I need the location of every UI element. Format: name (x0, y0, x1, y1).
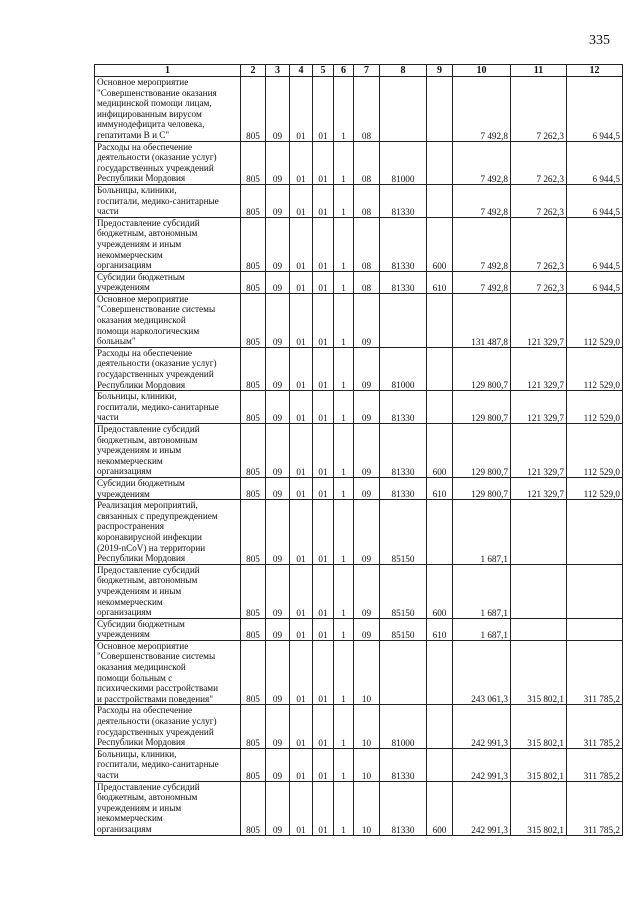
code-direction (380, 640, 427, 705)
column-header: 7 (354, 65, 380, 77)
amount-year-2: 315 802,1 (511, 705, 567, 748)
amount-year-3: 112 529,0 (567, 477, 623, 499)
code-program: 01 (313, 564, 334, 618)
code-subsection: 01 (290, 640, 313, 705)
row-name: Основное мероприятие "Совершенствование системы оказания медицинской помощи наркологическим больным" (95, 293, 241, 347)
code-subsection: 01 (290, 748, 313, 781)
table-row (95, 347, 623, 390)
code-expense-type: 610 (427, 477, 453, 499)
code-admin: 805 (241, 293, 266, 347)
row-name: Субсидии бюджетным учреждениям (95, 271, 241, 293)
amount-year-2: 315 802,1 (511, 640, 567, 705)
code-admin: 805 (241, 424, 266, 478)
code-section: 09 (266, 77, 290, 142)
column-header: 3 (266, 65, 290, 77)
amount-year-2: 121 329,7 (511, 293, 567, 347)
row-name: Расходы на обеспечение деятельности (оказание услуг) государственных учреждений Республики Мордовия (95, 141, 241, 184)
code-section: 09 (266, 781, 290, 835)
code-admin: 805 (241, 184, 266, 217)
code-program: 01 (313, 271, 334, 293)
code-event: 10 (354, 748, 380, 781)
code-subprogram: 1 (334, 705, 354, 748)
code-program: 01 (313, 618, 334, 640)
code-subsection: 01 (290, 271, 313, 293)
code-event: 10 (354, 640, 380, 705)
code-subsection: 01 (290, 184, 313, 217)
code-subsection: 01 (290, 141, 313, 184)
amount-year-1: 242 991,3 (453, 781, 511, 835)
header-row (95, 65, 623, 77)
code-subprogram: 1 (334, 271, 354, 293)
code-expense-type: 600 (427, 424, 453, 478)
code-subprogram: 1 (334, 293, 354, 347)
code-direction: 81330 (380, 217, 427, 271)
code-event: 08 (354, 141, 380, 184)
code-event: 08 (354, 217, 380, 271)
amount-year-1: 129 800,7 (453, 391, 511, 424)
amount-year-1: 7 492,8 (453, 217, 511, 271)
code-event: 09 (354, 564, 380, 618)
amount-year-1: 129 800,7 (453, 477, 511, 499)
amount-year-2: 7 262,3 (511, 271, 567, 293)
code-direction: 85150 (380, 564, 427, 618)
code-event: 09 (354, 477, 380, 499)
code-direction: 85150 (380, 500, 427, 565)
code-section: 09 (266, 391, 290, 424)
code-subprogram: 1 (334, 347, 354, 390)
code-section: 09 (266, 748, 290, 781)
row-name: Расходы на обеспечение деятельности (оказание услуг) государственных учреждений Республики Мордовия (95, 705, 241, 748)
code-subsection: 01 (290, 618, 313, 640)
amount-year-1: 243 061,3 (453, 640, 511, 705)
code-section: 09 (266, 293, 290, 347)
code-program: 01 (313, 640, 334, 705)
code-subprogram: 1 (334, 424, 354, 478)
code-program: 01 (313, 217, 334, 271)
code-direction: 81330 (380, 748, 427, 781)
amount-year-3: 311 785,2 (567, 781, 623, 835)
page-number: 335 (589, 33, 610, 48)
code-event: 08 (354, 271, 380, 293)
column-header: 9 (427, 65, 453, 77)
table-row (95, 564, 623, 618)
code-subsection: 01 (290, 424, 313, 478)
code-subprogram: 1 (334, 500, 354, 565)
amount-year-3: 6 944,5 (567, 77, 623, 142)
code-program: 01 (313, 500, 334, 565)
code-event: 09 (354, 618, 380, 640)
amount-year-3 (567, 500, 623, 565)
code-expense-type (427, 748, 453, 781)
code-section: 09 (266, 640, 290, 705)
amount-year-3: 112 529,0 (567, 424, 623, 478)
amount-year-2: 121 329,7 (511, 391, 567, 424)
code-subprogram: 1 (334, 77, 354, 142)
code-subprogram: 1 (334, 184, 354, 217)
code-section: 09 (266, 564, 290, 618)
code-admin: 805 (241, 705, 266, 748)
table-row (95, 477, 623, 499)
code-direction: 81330 (380, 391, 427, 424)
code-program: 01 (313, 705, 334, 748)
amount-year-3: 311 785,2 (567, 640, 623, 705)
code-expense-type (427, 293, 453, 347)
code-direction: 81000 (380, 705, 427, 748)
code-event: 09 (354, 424, 380, 478)
code-expense-type (427, 391, 453, 424)
code-expense-type (427, 77, 453, 142)
amount-year-1: 1 687,1 (453, 500, 511, 565)
code-direction (380, 77, 427, 142)
code-program: 01 (313, 347, 334, 390)
code-direction: 81330 (380, 477, 427, 499)
amount-year-3: 6 944,5 (567, 141, 623, 184)
row-name: Основное мероприятие "Совершенствование системы оказания медицинской помощи больным с психическими расстройствами и расстройствами поведения" (95, 640, 241, 705)
code-section: 09 (266, 500, 290, 565)
code-event: 09 (354, 391, 380, 424)
column-header: 5 (313, 65, 334, 77)
amount-year-3: 6 944,5 (567, 217, 623, 271)
code-section: 09 (266, 271, 290, 293)
code-admin: 805 (241, 640, 266, 705)
amount-year-1: 129 800,7 (453, 424, 511, 478)
code-direction: 81330 (380, 424, 427, 478)
code-direction: 81000 (380, 347, 427, 390)
code-subprogram: 1 (334, 217, 354, 271)
column-header: 6 (334, 65, 354, 77)
code-expense-type: 600 (427, 217, 453, 271)
code-admin: 805 (241, 477, 266, 499)
code-event: 09 (354, 500, 380, 565)
amount-year-2: 315 802,1 (511, 781, 567, 835)
code-subprogram: 1 (334, 618, 354, 640)
amount-year-1: 7 492,8 (453, 141, 511, 184)
code-event: 09 (354, 293, 380, 347)
row-name: Предоставление субсидий бюджетным, автономным учреждениям и иным некоммерческим организациям (95, 217, 241, 271)
code-admin: 805 (241, 141, 266, 184)
amount-year-2: 7 262,3 (511, 77, 567, 142)
code-direction: 85150 (380, 618, 427, 640)
code-expense-type (427, 141, 453, 184)
table-row (95, 217, 623, 271)
amount-year-3: 311 785,2 (567, 748, 623, 781)
row-name: Предоставление субсидий бюджетным, автономным учреждениям и иным некоммерческим организациям (95, 781, 241, 835)
table-row (95, 618, 623, 640)
code-subsection: 01 (290, 347, 313, 390)
table-row (95, 640, 623, 705)
row-name: Субсидии бюджетным учреждениям (95, 618, 241, 640)
code-subsection: 01 (290, 391, 313, 424)
code-admin: 805 (241, 618, 266, 640)
amount-year-2: 121 329,7 (511, 424, 567, 478)
code-event: 08 (354, 77, 380, 142)
column-header: 2 (241, 65, 266, 77)
amount-year-1: 7 492,8 (453, 77, 511, 142)
amount-year-1: 242 991,3 (453, 748, 511, 781)
code-subprogram: 1 (334, 477, 354, 499)
table-row (95, 705, 623, 748)
row-name: Реализация мероприятий, связанных с предупреждением распространения коронавирусной инфекции (2019-nCoV) на территории Республики Мордовия (95, 500, 241, 565)
code-admin: 805 (241, 347, 266, 390)
code-program: 01 (313, 748, 334, 781)
row-name: Предоставление субсидий бюджетным, автономным учреждениям и иным некоммерческим организациям (95, 564, 241, 618)
code-event: 10 (354, 705, 380, 748)
code-subprogram: 1 (334, 564, 354, 618)
code-section: 09 (266, 347, 290, 390)
code-section: 09 (266, 618, 290, 640)
row-name: Основное мероприятие "Совершенствование оказания медицинской помощи лицам, инфицированным вирусом иммунодефицита человека, гепатитами В и С" (95, 77, 241, 142)
code-expense-type: 610 (427, 271, 453, 293)
amount-year-1: 242 991,3 (453, 705, 511, 748)
code-section: 09 (266, 184, 290, 217)
row-name: Больницы, клиники, госпитали, медико-санитарные части (95, 748, 241, 781)
code-expense-type (427, 347, 453, 390)
column-header: 12 (567, 65, 623, 77)
code-expense-type (427, 184, 453, 217)
budget-table (94, 64, 623, 836)
amount-year-1: 131 487,8 (453, 293, 511, 347)
amount-year-3: 112 529,0 (567, 293, 623, 347)
column-header: 1 (95, 65, 241, 77)
code-admin: 805 (241, 748, 266, 781)
code-direction: 81330 (380, 271, 427, 293)
code-event: 10 (354, 781, 380, 835)
code-section: 09 (266, 217, 290, 271)
code-expense-type (427, 500, 453, 565)
row-name: Больницы, клиники, госпитали, медико-санитарные части (95, 391, 241, 424)
table-row (95, 781, 623, 835)
code-direction: 81000 (380, 141, 427, 184)
amount-year-3: 311 785,2 (567, 705, 623, 748)
column-header: 4 (290, 65, 313, 77)
table-row (95, 748, 623, 781)
code-section: 09 (266, 477, 290, 499)
code-subsection: 01 (290, 705, 313, 748)
amount-year-1: 129 800,7 (453, 347, 511, 390)
code-program: 01 (313, 293, 334, 347)
code-subsection: 01 (290, 477, 313, 499)
code-subsection: 01 (290, 77, 313, 142)
code-section: 09 (266, 424, 290, 478)
column-header: 8 (380, 65, 427, 77)
amount-year-3: 112 529,0 (567, 391, 623, 424)
code-event: 09 (354, 347, 380, 390)
table-row (95, 271, 623, 293)
code-direction: 81330 (380, 781, 427, 835)
row-name: Расходы на обеспечение деятельности (оказание услуг) государственных учреждений Республики Мордовия (95, 347, 241, 390)
code-expense-type: 600 (427, 564, 453, 618)
table-row (95, 184, 623, 217)
code-expense-type: 600 (427, 781, 453, 835)
code-program: 01 (313, 184, 334, 217)
code-program: 01 (313, 77, 334, 142)
table-row (95, 141, 623, 184)
amount-year-3: 112 529,0 (567, 347, 623, 390)
code-admin: 805 (241, 217, 266, 271)
code-admin: 805 (241, 77, 266, 142)
table-row (95, 424, 623, 478)
code-subprogram: 1 (334, 781, 354, 835)
code-admin: 805 (241, 500, 266, 565)
code-program: 01 (313, 141, 334, 184)
code-admin: 805 (241, 391, 266, 424)
code-subprogram: 1 (334, 748, 354, 781)
amount-year-1: 1 687,1 (453, 564, 511, 618)
amount-year-2: 121 329,7 (511, 347, 567, 390)
code-subprogram: 1 (334, 141, 354, 184)
row-name: Больницы, клиники, госпитали, медико-санитарные части (95, 184, 241, 217)
code-subsection: 01 (290, 293, 313, 347)
amount-year-2 (511, 618, 567, 640)
code-expense-type (427, 640, 453, 705)
code-event: 08 (354, 184, 380, 217)
table-row (95, 500, 623, 565)
code-admin: 805 (241, 564, 266, 618)
amount-year-2 (511, 564, 567, 618)
amount-year-1: 7 492,8 (453, 184, 511, 217)
amount-year-2 (511, 500, 567, 565)
code-subprogram: 1 (334, 640, 354, 705)
code-subsection: 01 (290, 781, 313, 835)
code-direction: 81330 (380, 184, 427, 217)
amount-year-2: 7 262,3 (511, 217, 567, 271)
amount-year-1: 7 492,8 (453, 271, 511, 293)
amount-year-2: 7 262,3 (511, 141, 567, 184)
row-name: Субсидии бюджетным учреждениям (95, 477, 241, 499)
code-admin: 805 (241, 271, 266, 293)
code-direction (380, 293, 427, 347)
amount-year-2: 7 262,3 (511, 184, 567, 217)
code-program: 01 (313, 424, 334, 478)
amount-year-3: 6 944,5 (567, 271, 623, 293)
code-program: 01 (313, 477, 334, 499)
code-subprogram: 1 (334, 391, 354, 424)
amount-year-3 (567, 564, 623, 618)
amount-year-3: 6 944,5 (567, 184, 623, 217)
code-subsection: 01 (290, 500, 313, 565)
code-expense-type (427, 705, 453, 748)
amount-year-2: 121 329,7 (511, 477, 567, 499)
code-program: 01 (313, 781, 334, 835)
table-row (95, 293, 623, 347)
code-program: 01 (313, 391, 334, 424)
column-header: 10 (453, 65, 511, 77)
code-subsection: 01 (290, 217, 313, 271)
code-admin: 805 (241, 781, 266, 835)
code-expense-type: 610 (427, 618, 453, 640)
table-body (95, 77, 623, 836)
amount-year-1: 1 687,1 (453, 618, 511, 640)
code-section: 09 (266, 141, 290, 184)
column-header: 11 (511, 65, 567, 77)
table-row (95, 77, 623, 142)
code-section: 09 (266, 705, 290, 748)
code-subsection: 01 (290, 564, 313, 618)
amount-year-3 (567, 618, 623, 640)
amount-year-2: 315 802,1 (511, 748, 567, 781)
table-row (95, 391, 623, 424)
row-name: Предоставление субсидий бюджетным, автономным учреждениям и иным некоммерческим организациям (95, 424, 241, 478)
